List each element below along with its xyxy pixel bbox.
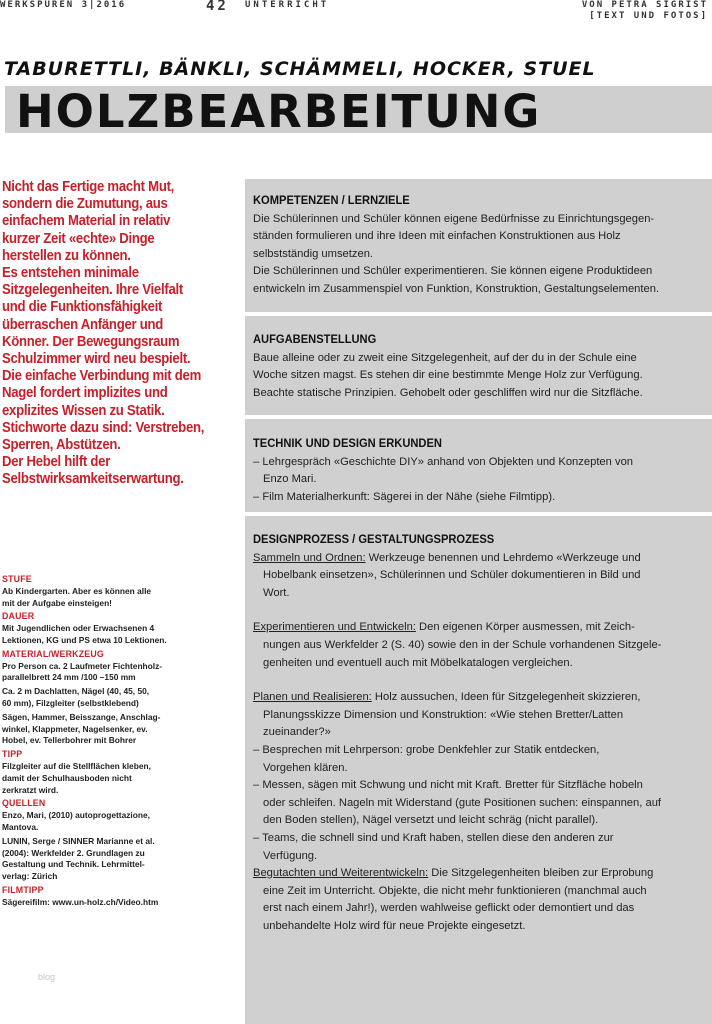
info-sidebar [2, 572, 234, 911]
text-line: Mantova. [2, 821, 39, 832]
lead-line: Könner. Der Bewegungsraum [2, 333, 180, 350]
section-divider [245, 415, 712, 419]
material-heading: MATERIAL/WERKZEUG [2, 648, 104, 659]
body-line: eine Zeit im Unterricht. Objekte, die nicht mehr funktionieren (manchmal auch [263, 884, 647, 897]
article-subtitle: TABURETTLI, BÄNKLI, SCHÄMMELI, HOCKER, STUEL [4, 58, 596, 80]
body-line: erst nach einem Jahr!), werden wahlweise geflickt oder demontiert und das [263, 902, 635, 915]
text-line: parallelbrett 24 mm /100 –150 mm [2, 672, 136, 683]
lead-line: Schulzimmer wird neu bespielt. [2, 351, 191, 368]
step-label: Planen und Realisieren: [253, 691, 372, 704]
body-line [253, 550, 707, 568]
text-line: verlag: Zürich [2, 871, 58, 882]
body-line [253, 689, 707, 707]
paragraph-gap [253, 672, 707, 689]
section-name: UNTERRICHT [245, 0, 330, 10]
body-text: Werkzeuge benennen und Lehrdemo «Werkzeuge und [365, 551, 641, 564]
film-link[interactable]: Sägereifilm: www.un-holz.ch/Video.htm [2, 896, 159, 907]
quellen-text [2, 810, 234, 834]
material-text [2, 712, 234, 747]
section-heading: TECHNIK UND DESIGN ERKUNDEN [253, 436, 442, 450]
text-line: Pro Person ca. 2 Laufmeter Fichtenholz- [2, 660, 163, 671]
lead-line: sondern die Zumutung, aus [2, 196, 168, 213]
body-line: Verfügung. [263, 849, 318, 862]
text-line: Enzo, Mari, (2010) autoprogettazione, [2, 810, 150, 821]
step-label: Begutachten und Weiterentwickeln: [253, 867, 429, 880]
filmtipp-text [2, 897, 234, 909]
section-divider [245, 512, 712, 516]
body-line: unbehandelte Holz wird für neue Projekte eingesetzt. [263, 919, 526, 932]
lead-line: Nagel fordert implizites und [2, 385, 168, 402]
body-line: Wort. [263, 586, 290, 599]
body-text: Die Sitzgelegenheiten bleiben zur Erprobung [428, 867, 654, 880]
quellen-text [2, 836, 234, 883]
text-line: Mit Jugendlichen oder Erwachsenen 4 [2, 623, 155, 634]
text-line: Sägen, Hammer, Beisszange, Anschlag- [2, 711, 161, 722]
body-line: Planungsskizze Dimension und Konstruktion: «Wie stehen Bretter/Latten [263, 708, 624, 721]
tipp-heading: TIPP [2, 749, 23, 760]
text-line: Ca. 2 m Dachlatten, Nägel (40, 45, 50, [2, 686, 150, 697]
lead-line: überraschen Anfänger und [2, 316, 163, 333]
body-line [253, 865, 707, 883]
article-title: HOLZBEARBEITUNG [16, 85, 542, 138]
body-line: Vorgehen klären. [263, 761, 348, 774]
body-line: nungen aus Werkfelder 2 (S. 40) sowie den in der Schule vorhandenen Sitzgele- [263, 638, 662, 651]
text-line: zerkratzt wird. [2, 784, 59, 795]
author-credit [582, 0, 708, 22]
lead-line: und die Funktionsfähigkeit [2, 299, 163, 316]
stufe-heading: STUFE [2, 574, 32, 584]
design-section [253, 531, 707, 935]
technik-section [253, 435, 707, 506]
lead-line: explizites Wissen zu Statik. [2, 402, 165, 419]
text-line: winkel, Klappmeter, Nagelsenker, ev. [2, 723, 148, 734]
lead-line: herstellen zu können. [2, 247, 131, 264]
body-line [253, 619, 707, 637]
content-panel [245, 179, 712, 1024]
text-line: mit der Aufgabe einsteigen! [2, 597, 112, 608]
lead-text [2, 179, 234, 489]
material-text [2, 686, 234, 710]
body-line: – Lehrgespräch «Geschichte DIY» anhand von Objekten und Konzepten von [253, 455, 634, 468]
material-text [2, 661, 234, 685]
aufgabe-section [253, 331, 707, 402]
author-line: VON PETRA SIGRIST [581, 0, 708, 10]
text-line: Lektionen, KG und PS etwa 10 Lektionen. [2, 634, 167, 645]
text-line: damit der Schulhausboden nicht [2, 772, 132, 783]
lead-line: Der Hebel hilft der [2, 454, 111, 471]
body-line: Die Schülerinnen und Schüler experimentieren. Sie können eigene Produktideen [253, 265, 653, 278]
dauer-heading: DAUER [2, 611, 35, 622]
page-header [0, 0, 712, 24]
text-line: LUNIN, Serge / SINNER Marianne et al. [2, 835, 155, 846]
body-line: Beachte statische Prinzipien. Gehobelt oder geschliffen wird nur die Sitzfläche. [253, 386, 643, 399]
page-number: 42 [206, 0, 229, 14]
body-line: – Besprechen mit Lehrperson: grobe Denkfehler zur Statik entdecken, [253, 743, 600, 756]
body-text: Holz aussuchen, Ideen für Sitzgelegenheit skizzieren, [371, 691, 641, 704]
text-line: 60 mm), Filzgleiter (selbstklebend) [2, 697, 139, 708]
tipp-text [2, 761, 234, 796]
lead-line: Selbstwirksamkeitserwartung. [2, 471, 184, 488]
journal-issue: WERKSPUREN 3|2016 [0, 0, 127, 10]
author-note: [TEXT UND FOTOS] [589, 11, 708, 21]
step-label: Experimentieren und Entwickeln: [253, 621, 416, 634]
body-line: zueinander?» [263, 726, 331, 739]
lead-line: einfachem Material in relativ [2, 213, 171, 230]
body-line: selbstständig umsetzen. [253, 247, 374, 260]
text-line: Ab Kindergarten. Aber es können alle [2, 585, 152, 596]
stufe-text [2, 586, 234, 610]
body-line: den Boden stellen), Nägel versetzt und leicht schräg (nicht parallel). [263, 814, 599, 827]
quellen-heading: QUELLEN [2, 798, 46, 809]
text-line: (2004): Werkfelder 2. Grundlagen zu [2, 847, 145, 858]
body-line: Woche sitzen magst. Es stehen dir eine bestimmte Menge Holz zur Verfügung. [253, 369, 643, 382]
paragraph-gap [253, 602, 707, 619]
body-line: ständen formulieren und ihre Ideen mit einfachen Konstruktionen aus Holz [253, 230, 621, 243]
body-line: Enzo Mari. [263, 473, 317, 486]
step-label: Sammeln und Ordnen: [253, 551, 366, 564]
lead-line: Sperren, Abstützen. [2, 437, 121, 454]
body-line: oder schleifen. Nageln mit Widerstand (gute Positionen suchen: einspannen, auf [263, 796, 662, 809]
text-line: Hobel, ev. Tellerbohrer mit Bohrer [2, 735, 137, 746]
body-line: entwickeln im Zusammenspiel von Funktion, Konstruktion, Gestaltungselementen. [253, 282, 660, 295]
section-heading: DESIGNPROZESS / GESTALTUNGSPROZESS [253, 532, 495, 546]
text-line: Gestaltung und Technik. Lehrmittel- [2, 859, 145, 870]
dauer-text [2, 623, 234, 647]
watermark: blog [38, 972, 56, 982]
section-heading: AUFGABENSTELLUNG [253, 332, 377, 346]
body-line: – Film Materialherkunft: Sägerei in der Nähe (siehe Filmtipp). [253, 490, 556, 503]
section-divider [245, 312, 712, 316]
filmtipp-heading: FILMTIPP [2, 884, 44, 895]
section-heading: KOMPETENZEN / LERNZIELE [253, 193, 410, 207]
kompetenzen-section [253, 192, 707, 299]
lead-line: Sitzgelegenheiten. Ihre Vielfalt [2, 282, 183, 299]
lead-line: kurzer Zeit «echte» Dinge [2, 230, 155, 247]
body-line: Die Schülerinnen und Schüler können eigene Bedürfnisse zu Einrichtungsgegen- [253, 212, 655, 225]
body-line: – Teams, die schnell sind und Kraft haben, stellen diese den anderen zur [253, 831, 614, 844]
lead-line: Die einfache Verbindung mit dem [2, 368, 202, 385]
body-text: Den eigenen Körper ausmessen, mit Zeich- [415, 621, 635, 634]
body-line: Hobelbank einsetzen», Schülerinnen und Schüler dokumentieren in Bild und [263, 569, 641, 582]
lead-line: Es entstehen minimale [2, 265, 139, 282]
body-line: Baue alleine oder zu zweit eine Sitzgelegenheit, auf der du in der Schule eine [253, 351, 637, 364]
lead-line: Stichworte dazu sind: Verstreben, [2, 419, 205, 436]
lead-line: Nicht das Fertige macht Mut, [2, 179, 175, 195]
body-line: genheiten und eventuell auch mit Möbelkatalogen vergleichen. [263, 656, 573, 669]
text-line: Filzgleiter auf die Stellflächen kleben, [2, 760, 151, 771]
body-line: – Messen, sägen mit Schwung und nicht mit Kraft. Bretter für Sitzfläche hobeln [253, 779, 643, 792]
